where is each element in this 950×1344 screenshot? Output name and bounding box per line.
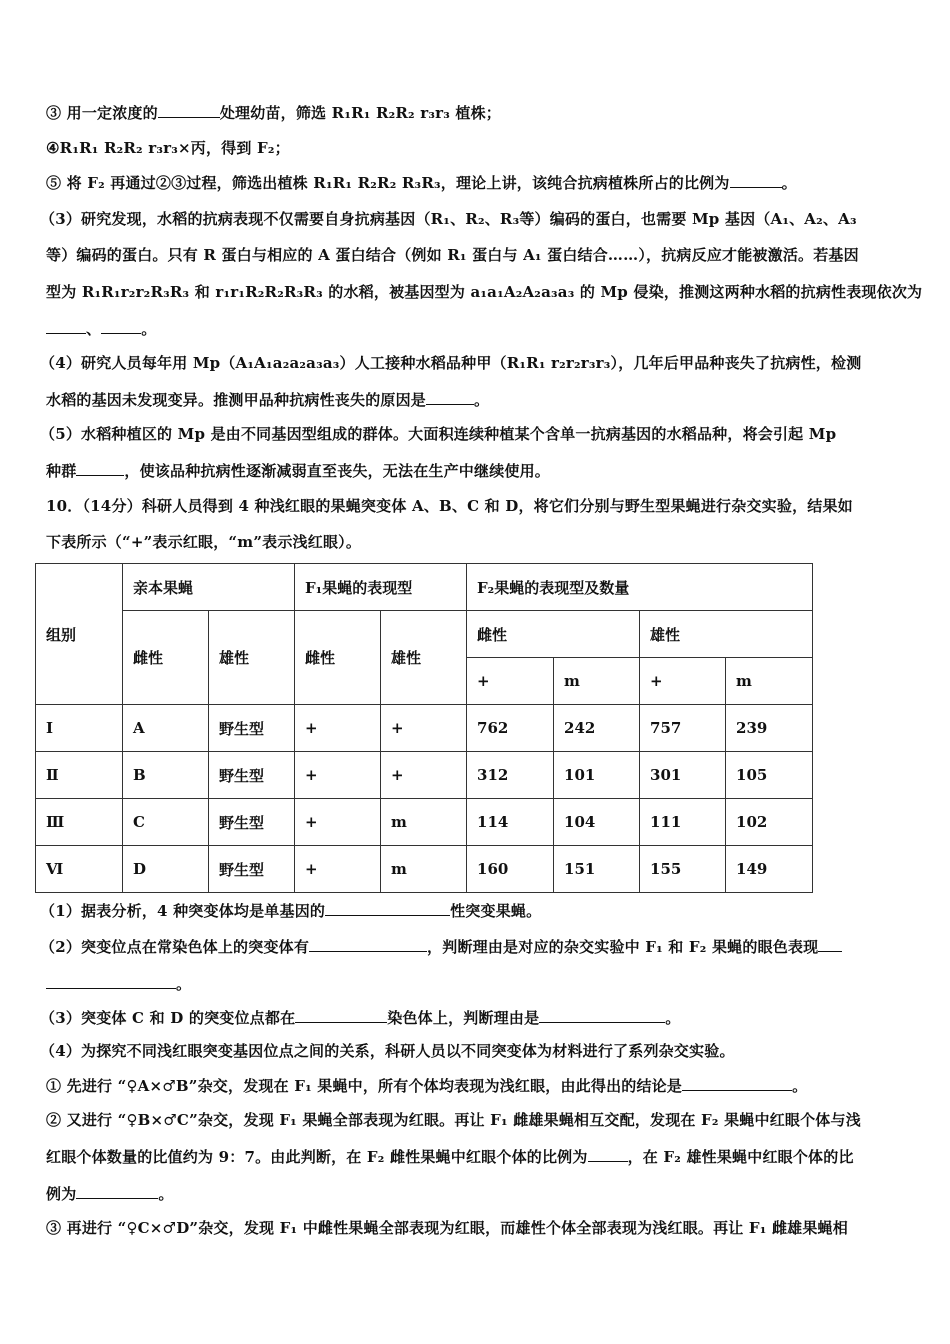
results-table [35,563,813,893]
sub-q3-prefix: （3）突变体 C 和 D 的突变位点都在 [40,1009,296,1027]
cell-parent-male: 野生型 [209,846,295,893]
step-3-middle: 处理幼苗，筛选 R₁R₁ R₂R₂ r₃r₃ 植株； [219,104,502,122]
answer-blank[interactable] [588,1147,628,1162]
header-parents: 亲本果蝇 [123,564,295,611]
cell-f2-female-plus: 762 [467,705,554,752]
answer-blank[interactable] [158,103,220,118]
header-f2-female: 雌性 [467,611,640,658]
q10-line-2: 下表所示（“+”表示红眼，“m”表示浅红眼）。 [46,533,362,551]
header-f2: F₂果蝇的表现型及数量 [467,564,813,611]
q4-line-1: （4）研究人员每年用 Mp（A₁A₁a₂a₂a₃a₃）人工接种水稻品种甲（R₁R₁ r₂r₂r₃r₃），几年后甲品种丧失了抗病性，检测 [40,354,862,372]
period: 。 [158,1185,174,1203]
period: 。 [141,320,157,338]
cell-f2-female-plus: 114 [467,799,554,846]
sub-q2-line-1 [40,937,842,957]
header-parent-female: 雌性 [123,611,209,705]
q3-line-2: 等）编码的蛋白。只有 R 蛋白与相应的 A 蛋白结合（例如 R₁ 蛋白与 A₁ 蛋白结合……），抗病反应才能被激活。若基因 [46,246,859,264]
sub-q4-item-3-line-1: ③ 再进行 “♀C×♂D”杂交，发现 F₁ 中雌性果蝇全部表现为红眼，而雄性个体全部表现为浅红眼。再让 F₁ 雌雄果蝇相 [46,1219,848,1237]
answer-blank[interactable] [682,1076,792,1091]
q4-line-2-prefix: 水稻的基因未发现变异。推测甲品种抗病性丧失的原因是 [46,391,427,409]
step-5-line [46,173,797,193]
period: 。 [474,391,490,409]
sub-q2-prefix: （2）突变位点在常染色体上的突变体有 [40,938,310,956]
q4-line-2 [46,390,489,410]
separator: 、 [86,320,102,338]
sub-q1-line [40,901,541,921]
cell-f2-female-m: 242 [554,705,640,752]
step-3-prefix: ③ 用一定浓度的 [46,104,158,122]
cell-parent-male: 野生型 [209,752,295,799]
answer-blank[interactable] [818,937,842,952]
cell-f2-male-plus: 757 [640,705,726,752]
cell-f2-male-m: 102 [726,799,813,846]
cell-group: Ⅲ [36,799,123,846]
answer-blank[interactable] [325,901,450,916]
header-f2-female-plus: + [467,658,554,705]
table-row [36,752,813,799]
sub-q4-intro: （4）为探究不同浅红眼突变基因位点之间的关系，科研人员以不同突变体为材料进行了系列杂交实验。 [40,1042,735,1060]
cell-f2-female-m: 151 [554,846,640,893]
sub-q4-item-2-line-2-suffix: ，在 F₂ 雄性果蝇中红眼个体的比 [627,1148,854,1166]
answer-blank[interactable] [426,390,474,405]
sub-q4-item-1 [46,1076,807,1096]
cell-parent-male: 野生型 [209,799,295,846]
cell-f2-male-m: 239 [726,705,813,752]
sub-q3-line [40,1008,681,1028]
sub-q2-line-2 [46,974,191,994]
sub-q4-item-2-line-1: ② 又进行 “♀B×♂C”杂交，发现 F₁ 果蝇全部表现为红眼。再让 F₁ 雌雄果蝇相互交配，发现在 F₂ 果蝇中红眼个体与浅 [46,1111,861,1129]
cell-f2-male-plus: 301 [640,752,726,799]
q5-line-2-prefix: 种群 [46,462,77,480]
cell-f2-female-plus: 312 [467,752,554,799]
answer-blank[interactable] [46,319,86,334]
cell-parent-female: C [123,799,209,846]
cell-f2-female-plus: 160 [467,846,554,893]
q3-line-1: （3）研究发现，水稻的抗病表现不仅需要自身抗病基因（R₁、R₂、R₃等）编码的蛋白，也需要 Mp 基因（A₁、A₂、A₃ [40,210,857,228]
cell-f1-female: + [295,799,381,846]
sub-q4-item-2-line-3-prefix: 例为 [46,1185,77,1203]
header-parent-male: 雄性 [209,611,295,705]
cell-parent-female: A [123,705,209,752]
answer-blank[interactable] [309,937,427,952]
q5-line-2 [46,461,550,481]
step-5-prefix: ⑤ 将 F₂ 再通过②③过程，筛选出植株 R₁R₁ R₂R₂ R₃R₃，理论上讲，该纯合抗病植株所占的比例为 [46,174,730,192]
cell-f1-male: m [381,799,467,846]
header-group: 组别 [36,564,123,705]
header-f2-female-m: m [554,658,640,705]
cell-f1-male: + [381,705,467,752]
sub-q4-item-2-line-3 [46,1184,174,1204]
period: 。 [792,1077,808,1095]
cell-group: Ⅵ [36,846,123,893]
cell-parent-male: 野生型 [209,705,295,752]
table-header-row-1 [36,564,813,611]
table-header-row-2 [36,611,813,658]
q10-line-1: 10．（14分）科研人员得到 4 种浅红眼的果蝇突变体 A、B、C 和 D，将它们分别与野生型果蝇进行杂交实验，结果如 [46,497,853,515]
answer-blank[interactable] [730,173,782,188]
sub-q4-item-2-line-2 [46,1147,854,1167]
answer-blank[interactable] [101,319,141,334]
cell-f2-male-plus: 155 [640,846,726,893]
cell-f1-female: + [295,752,381,799]
sub-q1-prefix: （1）据表分析，4 种突变体均是单基因的 [40,902,326,920]
answer-blank[interactable] [76,1184,158,1199]
sub-q2-middle: ，判断理由是对应的杂交实验中 F₁ 和 F₂ 果蝇的眼色表现 [427,938,819,956]
sub-q3-middle: 染色体上，判断理由是 [387,1009,540,1027]
answer-blank[interactable] [295,1008,387,1023]
header-f1-male: 雄性 [381,611,467,705]
answer-blank[interactable] [76,461,124,476]
cell-group: Ⅰ [36,705,123,752]
header-f2-male: 雄性 [640,611,813,658]
cell-parent-female: D [123,846,209,893]
cell-f2-male-m: 105 [726,752,813,799]
q5-line-2-suffix: ，使该品种抗病性逐渐减弱直至丧失，无法在生产中继续使用。 [124,462,551,480]
cell-f2-female-m: 101 [554,752,640,799]
sub-q4-item-2-line-2-prefix: 红眼个体数量的比值约为 9：7。由此判断，在 F₂ 雌性果蝇中红眼个体的比例为 [46,1148,588,1166]
table-row [36,799,813,846]
q5-line-1: （5）水稻种植区的 Mp 是由不同基因型组成的群体。大面积连续种植某个含单一抗病基因的水稻品种，将会引起 Mp [40,425,837,443]
period: 。 [176,975,192,993]
step-4-line: ④R₁R₁ R₂R₂ r₃r₃×丙，得到 F₂； [46,139,290,157]
answer-blank[interactable] [46,974,176,989]
cell-f1-female: + [295,846,381,893]
period: 。 [665,1009,681,1027]
header-f1-female: 雌性 [295,611,381,705]
q3-line-4 [46,319,156,339]
header-f2-male-m: m [726,658,813,705]
sub-q1-suffix: 性突变果蝇。 [450,902,542,920]
header-f1: F₁果蝇的表现型 [295,564,467,611]
q3-line-3: 型为 R₁R₁r₂r₂R₃R₃ 和 r₁r₁R₂R₂R₃R₃ 的水稻，被基因型为 a₁a₁A₂A₂a₃a₃ 的 Mp 侵染，推测这两种水稻的抗病性表现依次为 [46,283,923,301]
header-f2-male-plus: + [640,658,726,705]
cell-f1-male: + [381,752,467,799]
cell-f2-male-m: 149 [726,846,813,893]
cell-parent-female: B [123,752,209,799]
step-3-line [46,103,501,123]
cell-f1-male: m [381,846,467,893]
cell-group: Ⅱ [36,752,123,799]
step-5-suffix: 。 [781,174,797,192]
table-row [36,846,813,893]
table-row [36,705,813,752]
cell-f2-male-plus: 111 [640,799,726,846]
sub-q4-item-1-prefix: ① 先进行 “♀A×♂B”杂交，发现在 F₁ 果蝇中，所有个体均表现为浅红眼，由此得出的结论是 [46,1077,683,1095]
cell-f2-female-m: 104 [554,799,640,846]
cell-f1-female: + [295,705,381,752]
answer-blank[interactable] [539,1008,665,1023]
